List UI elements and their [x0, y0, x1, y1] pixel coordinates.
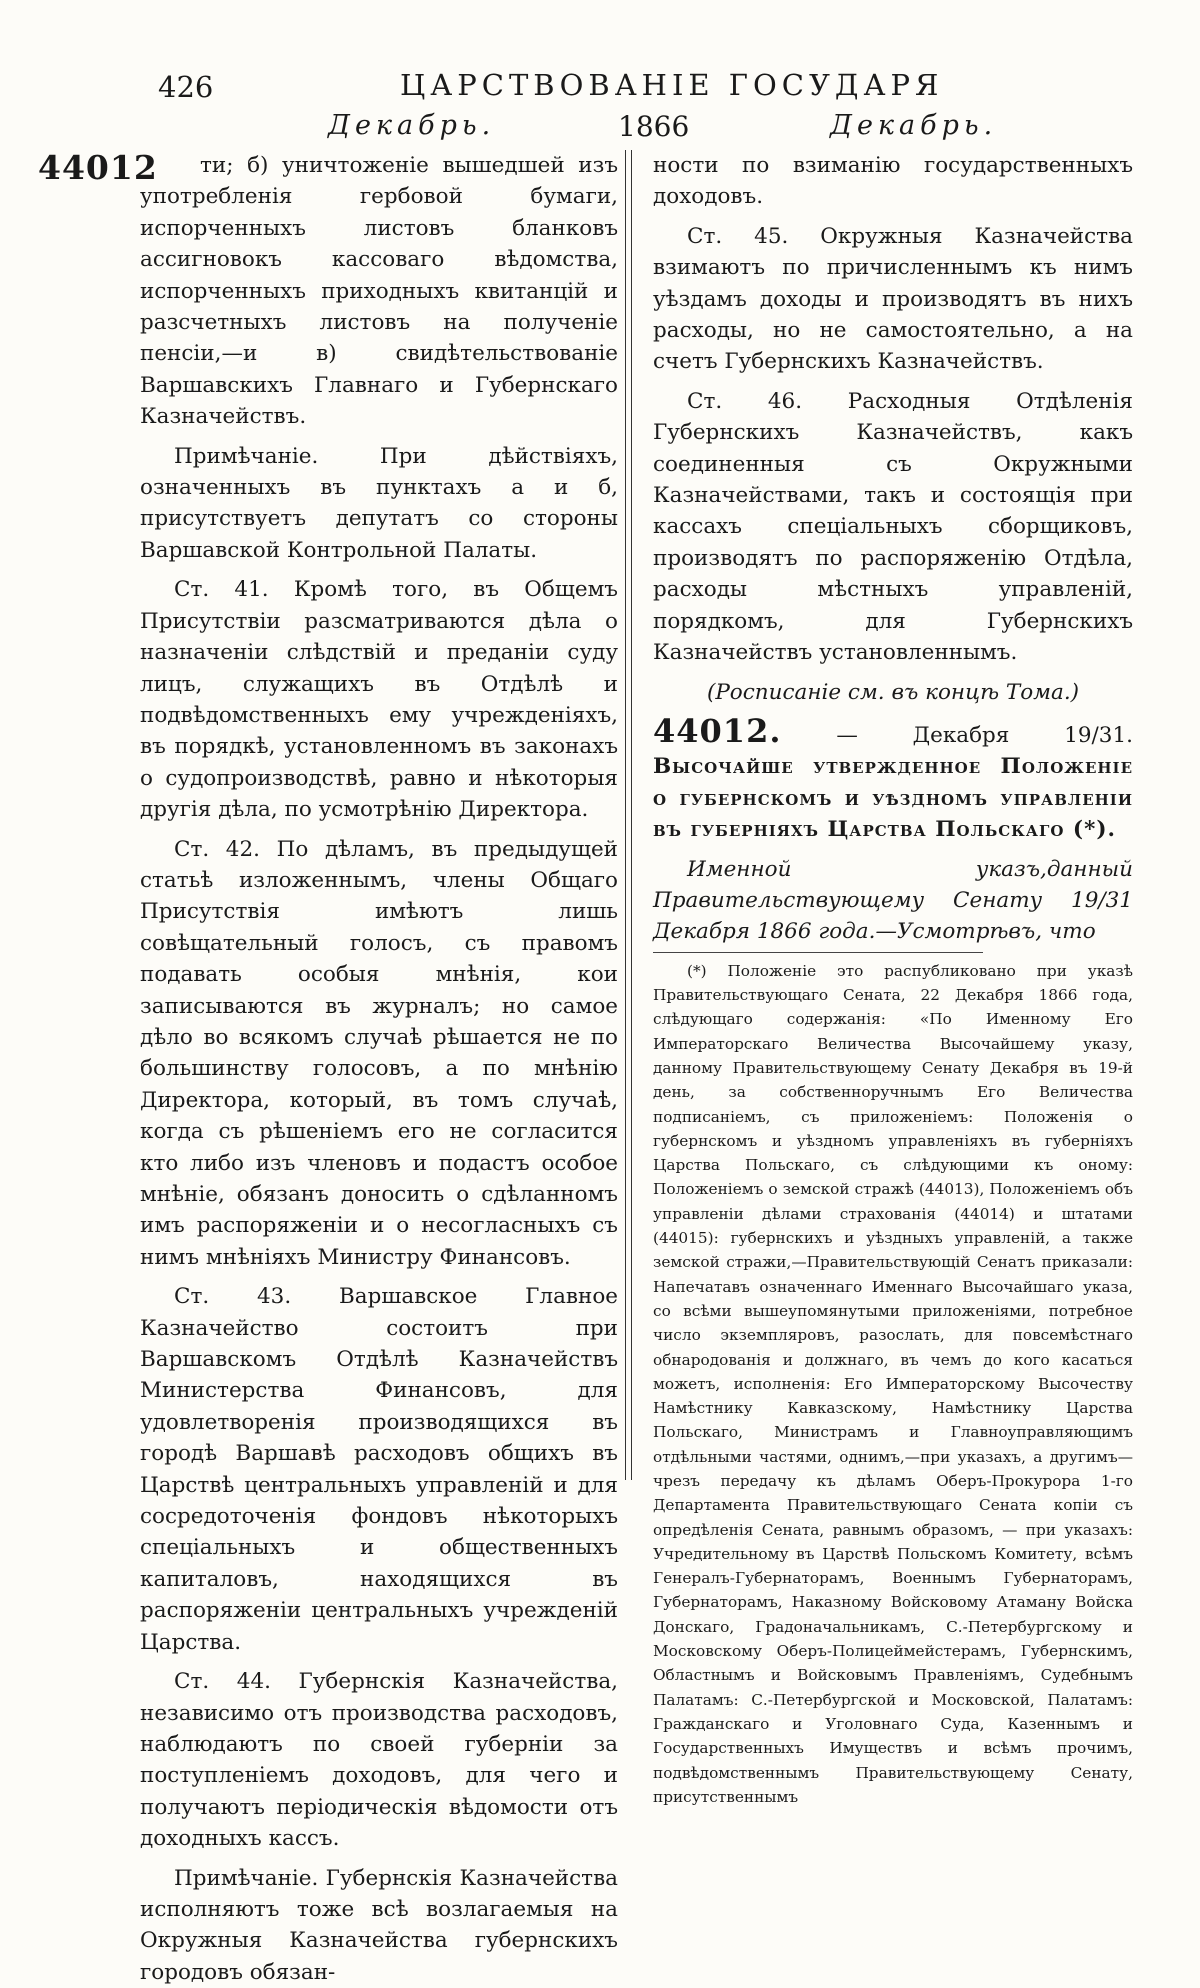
running-title: ЦАРСТВОВАНІЕ ГОСУДАРЯ — [400, 68, 944, 102]
column-divider — [625, 150, 626, 1480]
footnote-separator — [653, 952, 983, 953]
column-divider — [631, 150, 632, 1480]
entry-title: Высочайше утвержденное Положеніе о губернскомъ и уѣздномъ управленіи въ губерніяхъ Царства Польскаго (*). — [653, 754, 1133, 843]
paragraph: Примѣчаніе. Губернскія Казначейства исполняютъ тоже всѣ возлагаемыя на Окружныя Казначейства губернскихъ городовъ обязан- — [140, 1865, 618, 1985]
decree-text: Именной указъ,данный Правительствующему Сенату 19/31 Декабря 1866 года.—Усмотрѣвъ, что — [653, 856, 1133, 945]
paragraph: Ст. 44. Губернскія Казначейства, независимо отъ производства расходовъ, наблюдаютъ по своей губерніи за поступленіемъ доходовъ, для чего и получаютъ періодическія вѣдомости отъ доходныхъ кассъ. — [140, 1669, 618, 1852]
paragraph: Ст. 43. Варшавское Главное Казначейство состоитъ при Варшавскомъ Отдѣлѣ Казначействъ Министерства Финансовъ, для удовлетворенія производящихся въ городѣ Варшавѣ расходовъ общихъ въ Царствѣ центральныхъ управленій и для сосредоточенія фондовъ нѣкоторыхъ спеціальныхъ и общественныхъ капиталовъ, находящихся въ распоряженіи центральныхъ учрежденій Царства. — [140, 1284, 618, 1655]
entry-heading — [653, 711, 1133, 846]
right-column — [653, 150, 1133, 1809]
paragraph: Примѣчаніе. При дѣйствіяхъ, означенныхъ въ пунктахъ а и б, присутствуетъ депутатъ со стороны Варшавской Контрольной Палаты. — [140, 443, 618, 563]
paragraph: Ст. 46. Расходныя Отдѣленія Губернскихъ Казначействъ, какъ соединенныя съ Окружными Казначействами, такъ и состоящія при кассахъ спеціальныхъ сборщиковъ, производятъ по распоряженію Отдѣла, расходы мѣстныхъ управленій, порядкомъ, для Губернскихъ Казначействъ установленнымъ. — [653, 388, 1133, 666]
entry-number: 44012. — [653, 711, 782, 750]
paragraph: ности по взиманію государственныхъ доходовъ. — [653, 153, 1133, 210]
year: 1866 — [618, 110, 690, 143]
margin-entry-number: 44012 — [38, 148, 158, 187]
schedule-note: (Росписаніе см. въ концѣ Тома.) — [706, 679, 1080, 705]
month-right: Декабрь. — [830, 110, 998, 141]
footnote: (*) Положеніе это распубликовано при указѣ Правительствующаго Сената, 22 Декабря 1866 года, слѣдующаго содержанія: «По Именному Его Императорскаго Величества Высочайшему указу, данному Правительствующему Сенату Декабря въ 19-й день, за собственноручнымъ Его Величества подписаніемъ, съ приложеніемъ: Положенія о губернскомъ и уѣздномъ управленіяхъ въ губерніяхъ Царства Польскаго, съ слѣдующими къ оному: Положеніемъ о земской стражѣ (44013), Положеніемъ объ управленіи дѣлами страхованія (44014) и штатами (44015): губернскихъ и уѣздныхъ управленій, а также земской стражи,—Правительствующій Сенатъ приказали: Напечатавъ означеннаго Именнаго Высочайшаго указа, со всѣми вышеупомянутыми приложеніями, потребное число экземпляровъ, разослать, для повсемѣстнаго обнародованія и должнаго, въ чемъ до кого касаться можетъ, исполненія: Его Императорскому Высочеству Намѣстнику Кавказскому, Намѣстнику Царства Польскаго, Министрамъ и Главноуправляющимъ отдѣльными частями, однимъ,—при указахъ, а другимъ—чрезъ передачу къ дѣламъ Оберъ-Прокурора 1-го Департамента Правительствующаго Сената копіи съ опредѣленія Сената, равнымъ образомъ, — при указахъ: Учредительному въ Царствѣ Польскомъ Комитету, всѣмъ Генералъ-Губернаторамъ, Военнымъ Губернаторамъ, Губернаторамъ, Наказному Войсковому Атаману Войска Донскаго, Градоначальникамъ, С.-Петербургскому и Московскому Оберъ-Полицеймейстерамъ, Губернскимъ, Областнымъ и Войсковымъ Правленіямъ, Судебнымъ Палатамъ: С.-Петербургской и Московской, Палатамъ: Гражданскаго и Уголовнаго Суда, Казеннымъ и Государственныхъ Имуществъ и всѣмъ прочимъ, подвѣдомственнымъ Правительствующему Сенату, присутственнымъ — [653, 961, 1133, 1806]
page-number: 426 — [158, 70, 214, 104]
entry-date: — Декабря 19/31. — [836, 722, 1133, 748]
paragraph: Ст. 41. Кромѣ того, въ Общемъ Присутствіи разсматриваются дѣла о назначеніи слѣдствій и преданіи суду лицъ, служащихъ въ Отдѣлѣ и подвѣдомственныхъ ему учрежденіяхъ, въ порядкѣ, установленномъ въ законахъ о судопроизводствѣ, равно и нѣкоторыя другія дѣла, по усмотрѣнію Директора. — [140, 577, 618, 823]
paragraph: Ст. 42. По дѣламъ, въ предыдущей статьѣ изложеннымъ, члены Общаго Присутствія имѣютъ лишь совѣщательный голосъ, съ правомъ подавать особыя мнѣнія, кои записываются въ журналъ; но самое дѣло во всякомъ случаѣ рѣшается не по большинству голосовъ, а по мнѣнію Директора, который, въ томъ случаѣ, когда съ рѣшеніемъ его не согласится кто либо изъ членовъ и подастъ особое мнѣніе, обязанъ доносить о сдѣланномъ имъ распоряженіи и о несогласныхъ съ нимъ мнѣніяхъ Министру Финансовъ. — [140, 836, 618, 1270]
left-column — [140, 150, 618, 1988]
month-left: Декабрь. — [328, 110, 496, 141]
paragraph: ти; б) уничтоженіе вышедшей изъ употребленія гербовой бумаги, испорченныхъ листовъ бланковъ ассигновокъ кассоваго вѣдомства, испорченныхъ приходныхъ квитанцій и разсчетныхъ листовъ на полученіе пенсіи,—и в) свидѣтельствованіе Варшавскихъ Главнаго и Губернскаго Казначействъ. — [140, 153, 618, 430]
paragraph: Ст. 45. Окружныя Казначейства взимаютъ по причисленнымъ къ нимъ уѣздамъ доходы и производятъ въ нихъ расходы, но не самостоятельно, а на счетъ Губернскихъ Казначействъ. — [653, 223, 1133, 375]
